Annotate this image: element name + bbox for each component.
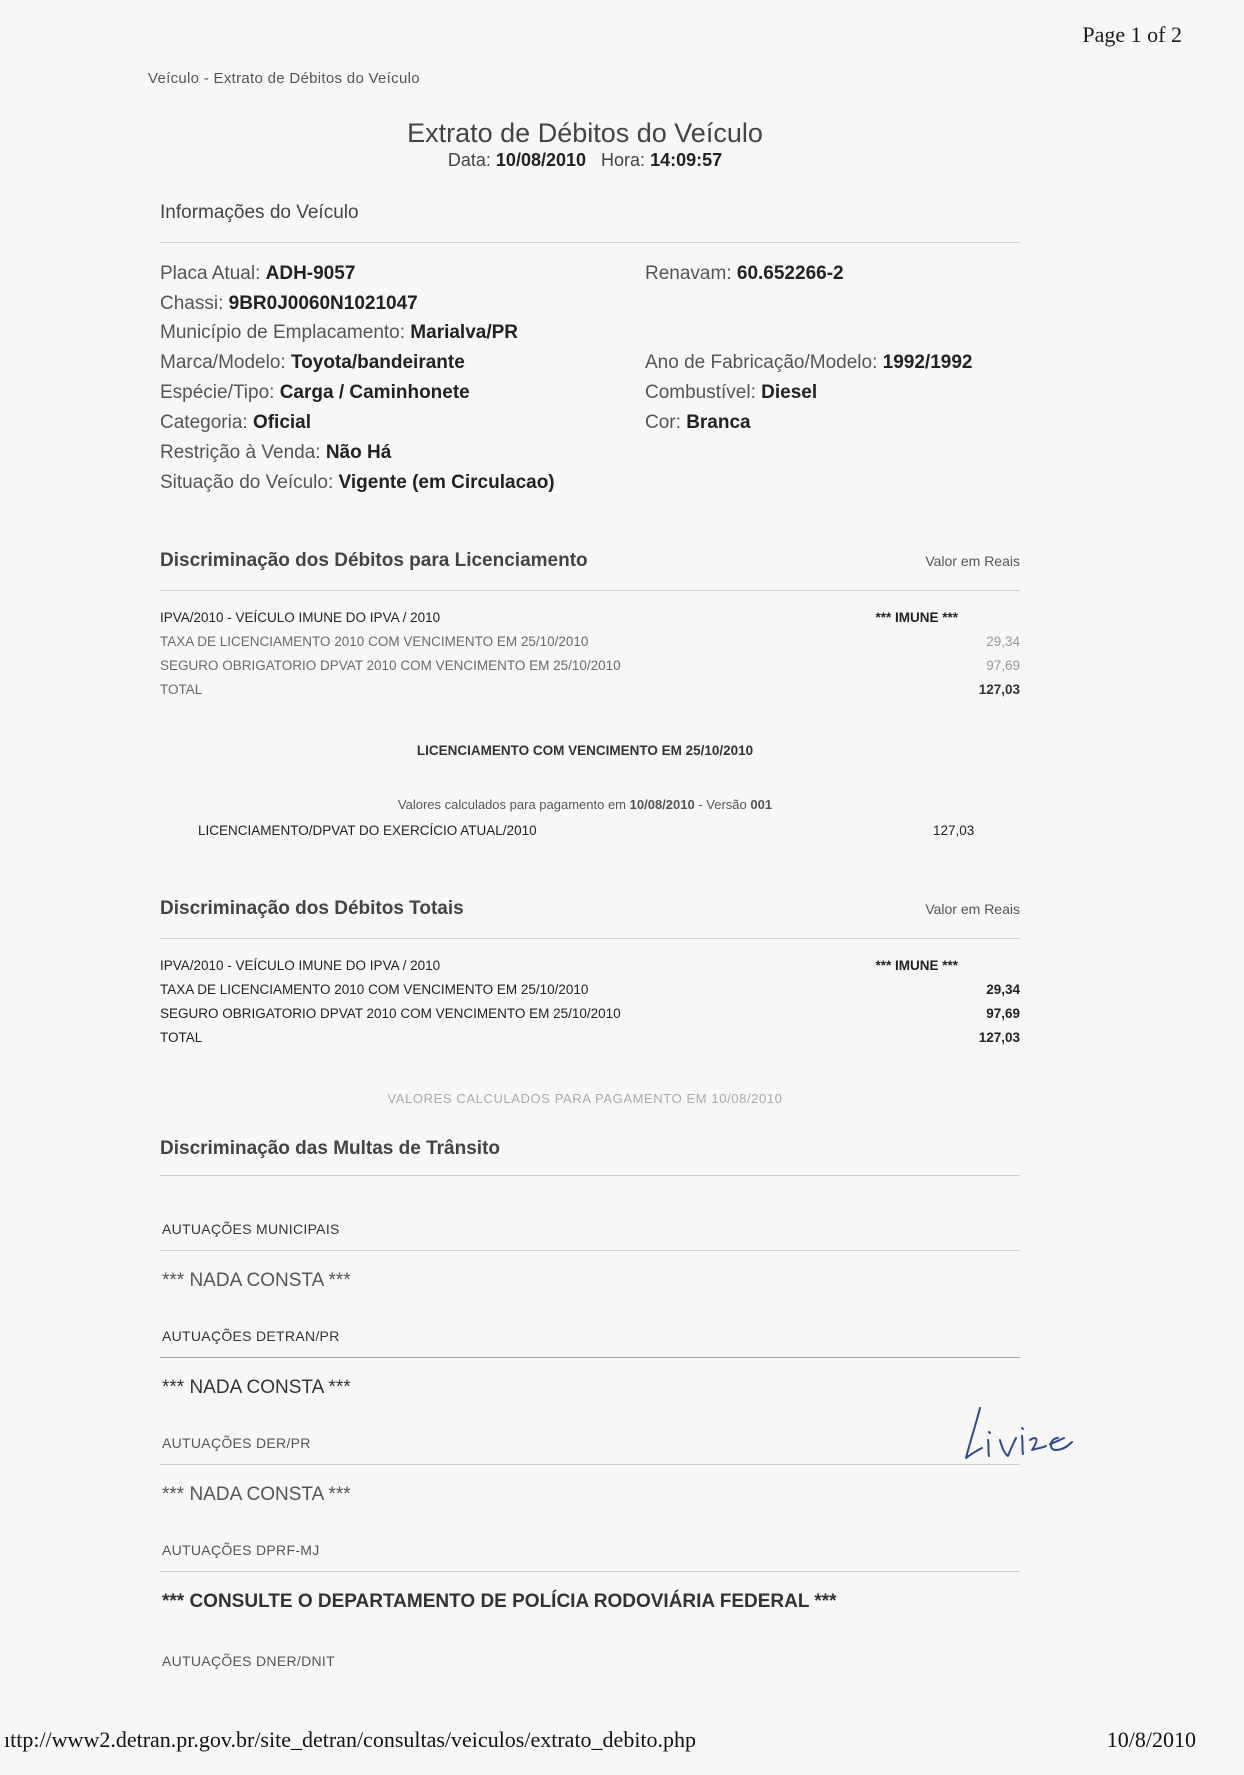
extract-datetime [0, 150, 1170, 171]
handwritten-annotation [958, 1402, 1088, 1464]
time-value: 14:09:57 [650, 150, 723, 170]
time-label: Hora: [601, 150, 646, 170]
licenciamento-valor-header: Valor em Reais [925, 553, 1020, 569]
field-marca-modelo: Marca/Modelo: Toyota/bandeirante [160, 352, 465, 373]
autuacoes-dner-label: AUTUAÇÕES DNER/DNIT [162, 1653, 335, 1669]
autuacoes-detran-value: *** NADA CONSTA *** [162, 1377, 351, 1398]
autuacoes-der-value: *** NADA CONSTA *** [162, 1484, 351, 1505]
table-row: IPVA/2010 - VEÍCULO IMUNE DO IPVA / 2010 *** IMUNE *** [160, 610, 958, 625]
table-row-total: TOTAL 127,03 [160, 682, 1020, 697]
calc-note: Valores calculados para pagamento em 10/08/2010 - Versão 001 [397, 797, 773, 812]
field-combustivel: Combustível: Diesel [645, 382, 818, 403]
field-placa: Placa Atual: ADH-9057 [160, 263, 356, 284]
exercicio-label: LICENCIAMENTO/DPVAT DO EXERCÍCIO ATUAL/2010 [198, 823, 537, 838]
field-chassi: Chassi: 9BR0J0060N1021047 [160, 293, 418, 314]
licenciamento-section-title: Discriminação dos Débitos para Licenciamento [160, 550, 588, 571]
divider [160, 938, 1020, 939]
autuacoes-municipais-label: AUTUAÇÕES MUNICIPAIS [162, 1221, 340, 1237]
field-categoria: Categoria: Oficial [160, 412, 312, 433]
field-situacao: Situação do Veículo: Vigente (em Circulacao) [160, 472, 555, 493]
print-footer-url: ıttp://www2.detran.pr.gov.br/site_detran/consultas/veiculos/extrato_debito.php [4, 1727, 697, 1752]
table-row-total: TOTAL 127,03 [160, 1030, 1020, 1045]
autuacoes-der-label: AUTUAÇÕES DER/PR [162, 1435, 311, 1451]
page-indicator: Page 1 of 2 [1082, 22, 1182, 47]
field-especie: Espécie/Tipo: Carga / Caminhonete [160, 382, 470, 403]
autuacoes-dprf-value: *** CONSULTE O DEPARTAMENTO DE POLÍCIA RODOVIÁRIA FEDERAL *** [162, 1591, 837, 1612]
table-row: TAXA DE LICENCIAMENTO 2010 COM VENCIMENTO EM 25/10/2010 29,34 [160, 982, 1020, 997]
autuacoes-detran-label: AUTUAÇÕES DETRAN/PR [162, 1328, 340, 1344]
table-row: IPVA/2010 - VEÍCULO IMUNE DO IPVA / 2010 *** IMUNE *** [160, 958, 958, 973]
field-cor: Cor: Branca [645, 412, 751, 433]
totais-calc-note: VALORES CALCULADOS PARA PAGAMENTO EM 10/08/2010 [387, 1091, 783, 1106]
table-row: SEGURO OBRIGATORIO DPVAT 2010 COM VENCIMENTO EM 25/10/2010 97,69 [160, 1006, 1020, 1021]
divider [160, 1571, 1020, 1572]
field-restricao: Restrição à Venda: Não Há [160, 442, 392, 463]
print-header-title: Veículo - Extrato de Débitos do Veículo [148, 70, 420, 87]
divider [160, 590, 1020, 591]
date-label: Data: [447, 150, 491, 170]
totais-valor-header: Valor em Reais [925, 901, 1020, 917]
exercicio-value: 127,03 [933, 823, 975, 838]
field-ano: Ano de Fabricação/Modelo: 1992/1992 [645, 352, 973, 373]
field-municipio: Município de Emplacamento: Marialva/PR [160, 322, 519, 343]
totais-section-title: Discriminação dos Débitos Totais [160, 898, 464, 919]
divider [160, 1250, 1020, 1251]
divider [160, 1357, 1020, 1358]
print-footer-date: 10/8/2010 [1106, 1727, 1196, 1752]
date-value: 10/08/2010 [495, 150, 587, 170]
table-row: SEGURO OBRIGATORIO DPVAT 2010 COM VENCIMENTO EM 25/10/2010 97,69 [160, 658, 1020, 673]
table-row: TAXA DE LICENCIAMENTO 2010 COM VENCIMENTO EM 25/10/2010 29,34 [160, 634, 1020, 649]
field-renavam: Renavam: 60.652266-2 [645, 263, 844, 284]
licenciamento-vencimento-note: LICENCIAMENTO COM VENCIMENTO EM 25/10/2010 [416, 743, 754, 758]
divider [160, 242, 1020, 243]
page-title: Extrato de Débitos do Veículo [407, 118, 763, 148]
divider [160, 1464, 1020, 1465]
multas-section-title: Discriminação das Multas de Trânsito [160, 1138, 500, 1159]
divider [160, 1175, 1020, 1176]
vehicle-section-title: Informações do Veículo [160, 202, 359, 223]
autuacoes-dprf-label: AUTUAÇÕES DPRF-MJ [162, 1542, 320, 1558]
autuacoes-municipais-value: *** NADA CONSTA *** [162, 1270, 351, 1291]
